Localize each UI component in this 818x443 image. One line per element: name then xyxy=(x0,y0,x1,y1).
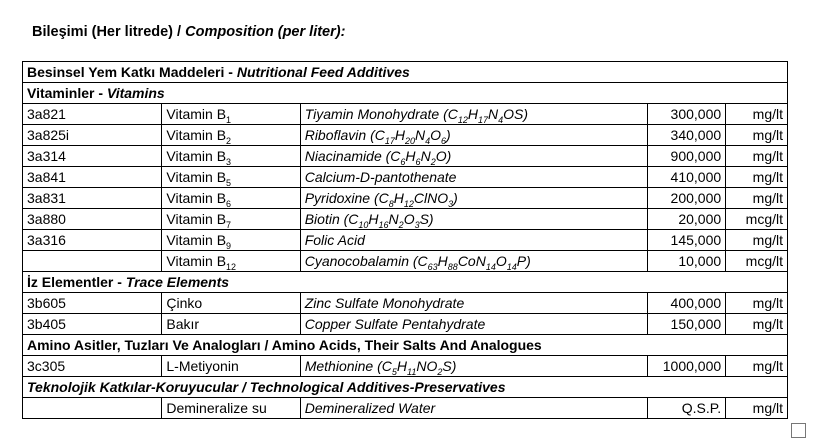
subscript: 3 xyxy=(226,156,232,167)
text-part: H xyxy=(394,127,405,143)
text-part: O xyxy=(495,253,507,269)
name-cell xyxy=(162,104,300,125)
description-cell xyxy=(300,356,647,377)
text-part: Vitamin B xyxy=(166,232,227,248)
text-part: Biotin (C xyxy=(304,211,359,227)
text-part: Demineralize su xyxy=(166,400,267,416)
section-header-cell xyxy=(23,272,788,293)
amount-cell: 1000,000 xyxy=(647,356,726,377)
text-part: N xyxy=(388,211,399,227)
section-title-english: Vitamins xyxy=(106,85,165,101)
subscript: 3 xyxy=(414,219,420,230)
text-part: S) xyxy=(419,211,434,227)
subscript: 3 xyxy=(448,198,454,209)
code-cell: 3c305 xyxy=(23,356,162,377)
section-title-turkish: Teknolojik Katkılar-Koruyucular / Technological Additives-Preservatives xyxy=(27,379,506,395)
amount-cell: 410,000 xyxy=(647,167,726,188)
amount-cell: 10,000 xyxy=(647,251,726,272)
text-part: N xyxy=(420,148,431,164)
text-part: Tiyamin Monohydrate (C xyxy=(304,106,458,122)
section-header-cell xyxy=(23,377,788,398)
subscript: 2 xyxy=(398,219,404,230)
subscript: 10 xyxy=(358,219,369,230)
unit-cell: mg/lt xyxy=(726,125,788,146)
description-cell xyxy=(300,293,647,314)
code-cell: 3a831 xyxy=(23,188,162,209)
text-part: Vitamin B xyxy=(166,106,227,122)
text-part: H xyxy=(368,211,379,227)
description-cell xyxy=(300,251,647,272)
description-cell xyxy=(300,314,647,335)
text-part: Vitamin B xyxy=(166,169,227,185)
subscript: 16 xyxy=(378,219,389,230)
unit-cell: mg/lt xyxy=(726,104,788,125)
subscript: 14 xyxy=(485,261,496,272)
amount-cell: 400,000 xyxy=(647,293,726,314)
table-row xyxy=(23,356,788,377)
code-cell: 3b405 xyxy=(23,314,162,335)
subscript: 11 xyxy=(407,366,417,377)
code-cell: 3a316 xyxy=(23,230,162,251)
name-cell xyxy=(162,188,300,209)
text-part: H xyxy=(467,106,478,122)
text-part: N xyxy=(415,127,426,143)
composition-table-body xyxy=(23,62,788,419)
title-english: Composition (per liter): xyxy=(185,24,346,40)
subscript: 12 xyxy=(457,114,468,125)
description-cell xyxy=(300,398,647,419)
name-cell xyxy=(162,209,300,230)
text-part: O xyxy=(403,211,415,227)
subscript: 63 xyxy=(427,261,438,272)
text-part: Calcium-D-pantothenate xyxy=(304,169,457,185)
unit-cell: mcg/lt xyxy=(726,251,788,272)
text-part: Niacinamide (C xyxy=(304,148,401,164)
table-row xyxy=(23,209,788,230)
subscript: 14 xyxy=(506,261,517,272)
text-part: Methionine (C xyxy=(304,358,392,374)
text-part: N xyxy=(488,106,499,122)
text-part: H xyxy=(437,253,448,269)
subscript: 88 xyxy=(447,261,458,272)
section-header-row xyxy=(23,377,788,398)
subscript: 20 xyxy=(404,135,415,146)
text-part: Riboflavin (C xyxy=(304,127,385,143)
text-part: OS) xyxy=(503,106,529,122)
table-row xyxy=(23,167,788,188)
name-cell xyxy=(162,251,300,272)
section-title-english: Trace Elements xyxy=(125,274,230,290)
table-row xyxy=(23,188,788,209)
text-part: Cyanocobalamin (C xyxy=(304,253,428,269)
subscript: 6 xyxy=(226,198,232,209)
name-cell xyxy=(162,125,300,146)
code-cell: 3a880 xyxy=(23,209,162,230)
table-header-cell xyxy=(23,62,788,83)
table-row xyxy=(23,293,788,314)
amount-cell: 145,000 xyxy=(647,230,726,251)
unit-cell: mg/lt xyxy=(726,167,788,188)
text-part: O) xyxy=(435,148,452,164)
subscript: 4 xyxy=(498,114,504,125)
subscript: 7 xyxy=(226,219,232,230)
subscript: 12 xyxy=(226,261,237,272)
code-cell: 3a825i xyxy=(23,125,162,146)
table-row xyxy=(23,125,788,146)
text-part: Çinko xyxy=(166,295,203,311)
section-header-row xyxy=(23,83,788,104)
text-part: Vitamin B xyxy=(166,148,227,164)
code-cell: 3a314 xyxy=(23,146,162,167)
text-part: L-Metiyonin xyxy=(166,358,239,374)
composition-table xyxy=(22,61,788,419)
section-title-turkish: Amino Asitler, Tuzları Ve Analogları / Amino Acids, Their Salts And Analogues xyxy=(27,337,542,353)
amount-cell: 340,000 xyxy=(647,125,726,146)
text-part: ClNO xyxy=(413,190,449,206)
text-part: O xyxy=(430,127,442,143)
subscript: 6 xyxy=(415,156,421,167)
text-part: H xyxy=(405,148,416,164)
description-cell xyxy=(300,146,647,167)
section-header-row xyxy=(23,272,788,293)
subscript: 6 xyxy=(441,135,447,146)
subscript: 12 xyxy=(403,198,414,209)
text-part: Vitamin B xyxy=(166,190,227,206)
table-row xyxy=(23,104,788,125)
table-row xyxy=(23,398,788,419)
section-header-row xyxy=(23,335,788,356)
text-part: H xyxy=(396,358,407,374)
code-cell xyxy=(23,251,162,272)
table-header-turkish: Besinsel Yem Katkı Maddeleri - xyxy=(27,64,233,80)
text-part: H xyxy=(393,190,404,206)
corner-box xyxy=(791,423,806,438)
unit-cell: mg/lt xyxy=(726,146,788,167)
unit-cell: mg/lt xyxy=(726,293,788,314)
amount-cell: 900,000 xyxy=(647,146,726,167)
subscript: 2 xyxy=(226,135,232,146)
subscript: 2 xyxy=(430,156,436,167)
table-row xyxy=(23,146,788,167)
name-cell xyxy=(162,293,300,314)
text-part: Copper Sulfate Pentahydrate xyxy=(304,316,486,332)
subscript: 9 xyxy=(226,240,232,251)
subscript: 8 xyxy=(388,198,394,209)
section-header-cell xyxy=(23,83,788,104)
description-cell xyxy=(300,188,647,209)
table-header-row xyxy=(23,62,788,83)
subscript: 4 xyxy=(425,135,431,146)
name-cell xyxy=(162,167,300,188)
subscript: 17 xyxy=(384,135,395,146)
table-row xyxy=(23,314,788,335)
subscript: 6 xyxy=(400,156,406,167)
unit-cell: mcg/lt xyxy=(726,209,788,230)
name-cell xyxy=(162,230,300,251)
text-part: Vitamin B xyxy=(166,253,227,269)
amount-cell: Q.S.P. xyxy=(647,398,726,419)
subscript: 5 xyxy=(391,366,397,377)
code-cell: 3b605 xyxy=(23,293,162,314)
subscript: 5 xyxy=(226,177,232,188)
subscript: 17 xyxy=(478,114,489,125)
amount-cell: 150,000 xyxy=(647,314,726,335)
description-cell xyxy=(300,230,647,251)
table-header-english: Nutritional Feed Additives xyxy=(236,64,410,80)
section-title-turkish: İz Elementler - xyxy=(27,274,122,290)
text-part: P) xyxy=(516,253,531,269)
name-cell xyxy=(162,146,300,167)
text-part: Zinc Sulfate Monohydrate xyxy=(304,295,465,311)
unit-cell: mg/lt xyxy=(726,188,788,209)
section-title-turkish: Vitaminler - xyxy=(27,85,103,101)
subscript: 2 xyxy=(437,366,443,377)
subscript: 1 xyxy=(226,114,232,125)
name-cell xyxy=(162,356,300,377)
text-part: Vitamin B xyxy=(166,211,227,227)
text-part: Folic Acid xyxy=(304,232,365,248)
unit-cell: mg/lt xyxy=(726,398,788,419)
text-part: S) xyxy=(442,358,457,374)
text-part: ) xyxy=(453,190,458,206)
description-cell xyxy=(300,209,647,230)
unit-cell: mg/lt xyxy=(726,314,788,335)
amount-cell: 200,000 xyxy=(647,188,726,209)
unit-cell: mg/lt xyxy=(726,356,788,377)
amount-cell: 20,000 xyxy=(647,209,726,230)
unit-cell: mg/lt xyxy=(726,230,788,251)
text-part: NO xyxy=(416,358,438,374)
name-cell xyxy=(162,398,300,419)
text-part: Pyridoxine (C xyxy=(304,190,389,206)
description-cell xyxy=(300,125,647,146)
text-part: Bakır xyxy=(166,316,200,332)
code-cell: 3a821 xyxy=(23,104,162,125)
section-header-cell xyxy=(23,335,788,356)
composition-title xyxy=(32,24,345,40)
text-part: ) xyxy=(446,127,451,143)
text-part: Vitamin B xyxy=(166,127,227,143)
text-part: Demineralized Water xyxy=(304,400,436,416)
code-cell: 3a841 xyxy=(23,167,162,188)
title-turkish: Bileşimi (Her litrede) / xyxy=(32,24,182,40)
name-cell xyxy=(162,314,300,335)
table-row xyxy=(23,251,788,272)
description-cell xyxy=(300,104,647,125)
amount-cell: 300,000 xyxy=(647,104,726,125)
text-part: CoN xyxy=(457,253,486,269)
description-cell xyxy=(300,167,647,188)
table-row xyxy=(23,230,788,251)
code-cell xyxy=(23,398,162,419)
